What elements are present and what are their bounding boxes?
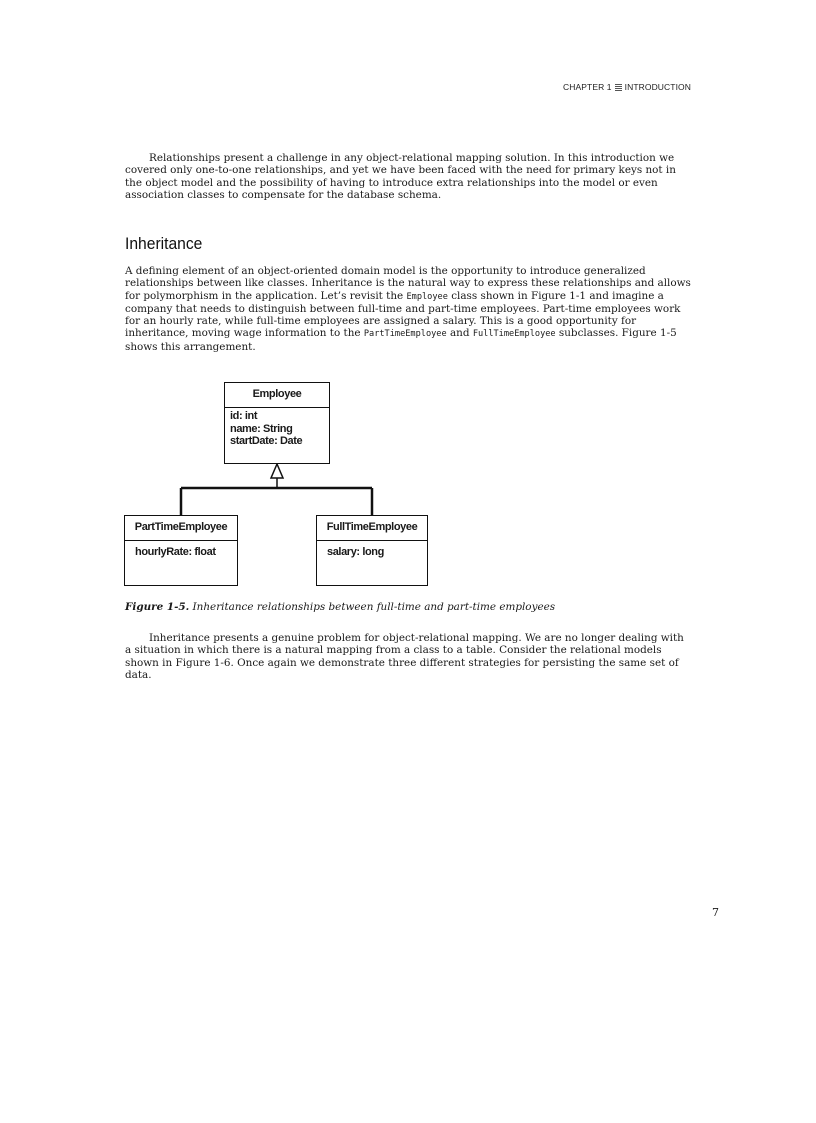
uml-class-diagram — [120, 378, 440, 590]
figure-caption-text: Inheritance relationships between full-time and part-time employees — [189, 601, 556, 613]
generalization-arrow-icon — [271, 464, 283, 478]
class-employee-name: Employee — [225, 383, 329, 408]
attribute-name: name: String — [230, 422, 293, 435]
code-parttimeemployee: PartTimeEmployee — [363, 329, 447, 340]
running-head — [563, 82, 691, 92]
attribute-hourlyrate: hourlyRate: float — [135, 546, 216, 558]
code-employee: Employee — [406, 291, 448, 302]
figure-caption-label: Figure 1-5. — [125, 601, 190, 613]
class-parttimeemployee-attributes — [125, 541, 237, 561]
attribute-startdate: startDate: Date — [230, 435, 303, 447]
running-head-section: INTRODUCTION — [624, 82, 691, 92]
paragraph-text: A defining element of an object-oriented domain model is the opportunity to introduce generalized relationships between like classes. Inheritance is the natural way to express these relationships and allows for polymorphism in the application. Let’s revisit the — [125, 265, 691, 302]
attribute-salary: salary: long — [327, 546, 384, 558]
code-fulltimeemployee: FullTimeEmployee — [472, 329, 556, 340]
class-employee-attributes — [225, 408, 329, 450]
class-employee — [224, 382, 330, 464]
paragraph-text: subclasses. Figure 1-5 shows this arrangement. — [125, 327, 677, 353]
paragraph-relationships: Relationships present a challenge in any object-relational mapping solution. In this introduction we covered only one-to-one relationships, and yet we have been faced with the need for primary keys not in the object model and the possibility of having to introduce extra relationships into the model or even association classes to compensate for the database schema. — [125, 152, 676, 201]
separator-icon — [615, 84, 622, 91]
figure-caption — [125, 601, 691, 613]
paragraph-text: and — [446, 327, 473, 340]
running-head-chapter: CHAPTER 1 — [563, 82, 612, 92]
class-fulltimeemployee — [316, 515, 428, 586]
paragraph-inheritance-problem: Inheritance presents a genuine problem for object-relational mapping. We are no longer dealing with a situation in which there is a natural mapping from a class to a table. Consider the relational models shown in Figure 1-6. Once again we demonstrate three different strategies for persisting the same set of data. — [125, 632, 684, 681]
page-number: 7 — [712, 906, 719, 919]
class-parttimeemployee — [124, 515, 238, 586]
paragraph-inheritance-intro — [125, 265, 691, 353]
class-fulltimeemployee-attributes — [317, 541, 427, 561]
class-parttimeemployee-name: PartTimeEmployee — [125, 516, 237, 541]
section-heading: Inheritance — [125, 234, 203, 253]
paragraph-text: class shown in Figure 1-1 and imagine a company that needs to distinguish between full-time and part-time employees. Part-time employees work for an hourly rate, while full-time employees are assigned a salary. This is a good opportunity for inheritance, moving wage information to the — [125, 289, 681, 340]
attribute-id: id: int — [230, 410, 258, 422]
class-fulltimeemployee-name: FullTimeEmployee — [317, 516, 427, 541]
